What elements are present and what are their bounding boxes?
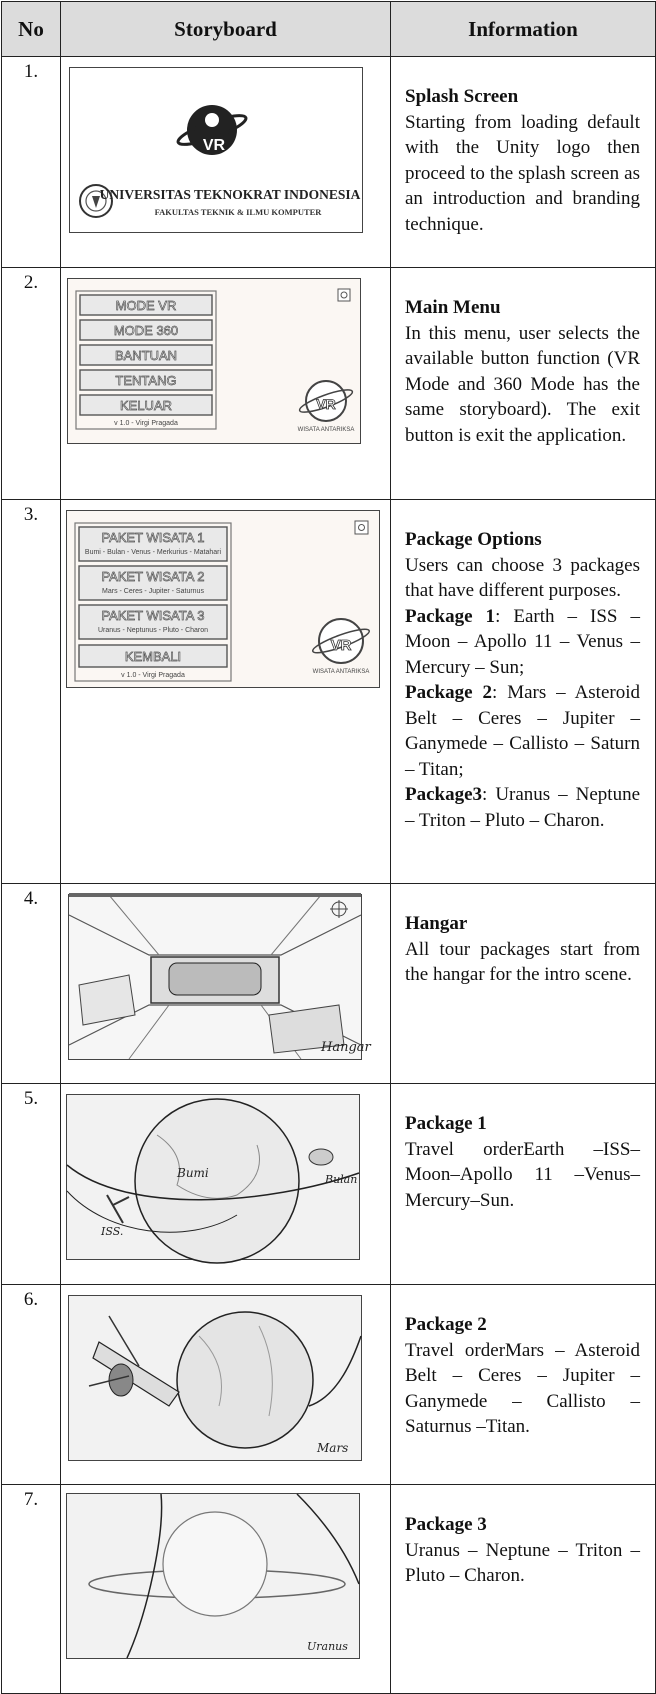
information-cell xyxy=(391,1285,656,1485)
svg-text:PAKET WISATA 2: PAKET WISATA 2 xyxy=(101,569,205,584)
row-number: 5. xyxy=(2,1084,61,1285)
svg-text:PAKET WISATA 1: PAKET WISATA 1 xyxy=(101,530,205,545)
storyboard-cell xyxy=(61,1485,391,1694)
storyboard-cell xyxy=(61,884,391,1084)
svg-text:KEMBALI: KEMBALI xyxy=(124,649,182,664)
package-1-image xyxy=(66,1094,360,1260)
hangar-image xyxy=(68,894,371,1060)
vr-logo-icon xyxy=(298,381,355,433)
row-number: 2. xyxy=(2,268,61,500)
information-cell xyxy=(391,57,656,268)
storyboard-cell xyxy=(61,1285,391,1485)
svg-text:WISATA ANTARIKSA: WISATA ANTARIKSA xyxy=(312,669,370,675)
package-button-3 xyxy=(79,605,227,639)
storyboard-cell xyxy=(61,1084,391,1285)
information-cell xyxy=(391,1084,656,1285)
svg-text:KELUAR: KELUAR xyxy=(119,398,173,413)
version-label: v 1.0 - Virgi Pragada xyxy=(121,672,185,679)
info-text: Uranus – Neptune – Triton – Pluto – Charon. xyxy=(405,1539,640,1586)
label-bumi: Bumi xyxy=(177,1166,209,1180)
info-text: In this menu, user selects the available button function (VR Mode and 360 Mode has the same storyboard). The exit button is exit the application. xyxy=(405,322,640,446)
info-title: Package 2 xyxy=(405,1314,487,1335)
information-cell xyxy=(391,500,656,884)
package-2-image xyxy=(68,1295,362,1461)
row-number: 3. xyxy=(2,500,61,884)
svg-text:VR: VR xyxy=(316,396,336,412)
university-name: UNIVERSITAS TEKNOKRAT INDONESIA xyxy=(99,187,361,202)
package-3-image xyxy=(66,1493,360,1659)
info-title: Main Menu xyxy=(405,297,501,318)
moon-ship-icon xyxy=(309,1149,333,1165)
svg-text:TENTANG: TENTANG xyxy=(115,373,177,388)
header-row xyxy=(2,2,656,57)
scene-caption: Hangar xyxy=(321,1040,371,1055)
svg-text:Bumi - Bulan - Venus - Merkuri: Bumi - Bulan - Venus - Merkurius - Matahari xyxy=(84,549,222,556)
info-text: Users can choose 3 packages that have different purposes. xyxy=(405,554,640,601)
information-cell xyxy=(391,884,656,1084)
svg-text:VR: VR xyxy=(330,637,352,654)
row-number: 1. xyxy=(2,57,61,268)
menu-button-mode-vr xyxy=(80,295,212,315)
settings-icon xyxy=(338,289,350,301)
settings-icon xyxy=(355,521,368,534)
row-number: 7. xyxy=(2,1485,61,1694)
storyboard-cell xyxy=(61,57,391,268)
menu-button-keluar xyxy=(80,395,212,415)
menu-button-tentang xyxy=(80,370,212,390)
svg-text:MODE 360: MODE 360 xyxy=(113,323,179,338)
info-title: Hangar xyxy=(405,913,468,934)
table-row xyxy=(2,1285,656,1485)
faculty-name: FAKULTAS TEKNIK & ILMU KOMPUTER xyxy=(154,207,322,217)
vr-logo-text: VR xyxy=(202,137,226,154)
table-row xyxy=(2,57,656,268)
svg-text:PAKET WISATA 3: PAKET WISATA 3 xyxy=(101,608,205,623)
main-menu-image xyxy=(67,278,361,444)
menu-button-mode-360 xyxy=(80,320,212,340)
info-title: Package 1 xyxy=(405,1113,487,1134)
package-button-2 xyxy=(79,566,227,600)
row-number: 6. xyxy=(2,1285,61,1485)
storyboard-cell xyxy=(61,500,391,884)
package-item: Package 2: Mars – Asteroid Belt – Ceres – Jupiter – Ganymede – Callisto – Saturn – Titan; xyxy=(405,682,641,780)
row-number: 4. xyxy=(2,884,61,1084)
svg-text:Mars - Ceres - Jupiter - Satur: Mars - Ceres - Jupiter - Saturnus xyxy=(102,588,204,595)
header-information: Information xyxy=(391,2,656,57)
info-title: Package 3 xyxy=(405,1514,487,1535)
table-row xyxy=(2,500,656,884)
vr-logo-icon xyxy=(311,619,371,675)
info-text: All tour packages start from the hangar for the intro scene. xyxy=(405,938,640,985)
scene-caption: Uranus xyxy=(307,1640,348,1653)
info-text: Travel orderEarth –ISS–Moon–Apollo 11 –Venus–Mercury–Sun. xyxy=(405,1138,640,1211)
package-options-image xyxy=(66,510,380,688)
scene-caption: Mars xyxy=(317,1441,349,1455)
storyboard-table xyxy=(1,1,656,1694)
svg-text:Uranus - Neptunus - Pluto - Ch: Uranus - Neptunus - Pluto - Charon xyxy=(97,627,209,634)
header-storyboard: Storyboard xyxy=(61,2,391,57)
package-item: Package3: Uranus – Neptune – Triton – Pluto – Charon. xyxy=(405,784,641,831)
svg-text:WISATA ANTARIKSA: WISATA ANTARIKSA xyxy=(297,427,355,433)
back-button xyxy=(79,645,227,667)
info-title: Splash Screen xyxy=(405,86,519,107)
vr-logo-icon xyxy=(175,105,248,155)
svg-text:BANTUAN: BANTUAN xyxy=(114,348,178,363)
header-no: No xyxy=(2,2,61,57)
version-label: v 1.0 - Virgi Pragada xyxy=(114,420,178,427)
information-cell xyxy=(391,1485,656,1694)
package-button-1 xyxy=(79,527,227,561)
label-iss: ISS. xyxy=(101,1225,124,1238)
information-cell xyxy=(391,268,656,500)
svg-text:MODE VR: MODE VR xyxy=(115,298,177,313)
info-text: Travel orderMars – Asteroid Belt – Ceres – Jupiter – Ganymede – Callisto – Saturnus –Titan. xyxy=(405,1339,640,1437)
table-row xyxy=(2,884,656,1084)
menu-button-bantuan xyxy=(80,345,212,365)
table-row xyxy=(2,1084,656,1285)
splash-screen-image xyxy=(69,67,363,233)
info-title: Package Options xyxy=(405,529,542,550)
table-row xyxy=(2,1485,656,1694)
storyboard-cell xyxy=(61,268,391,500)
label-bulan: Bulan xyxy=(325,1173,358,1186)
info-text: Starting from loading default with the Unity logo then proceed to the splash screen as an introduction and branding technique. xyxy=(405,111,640,235)
package-item: Package 1: Earth – ISS – Moon – Apollo 11 – Venus – Mercury – Sun; xyxy=(405,605,641,678)
table-row xyxy=(2,268,656,500)
